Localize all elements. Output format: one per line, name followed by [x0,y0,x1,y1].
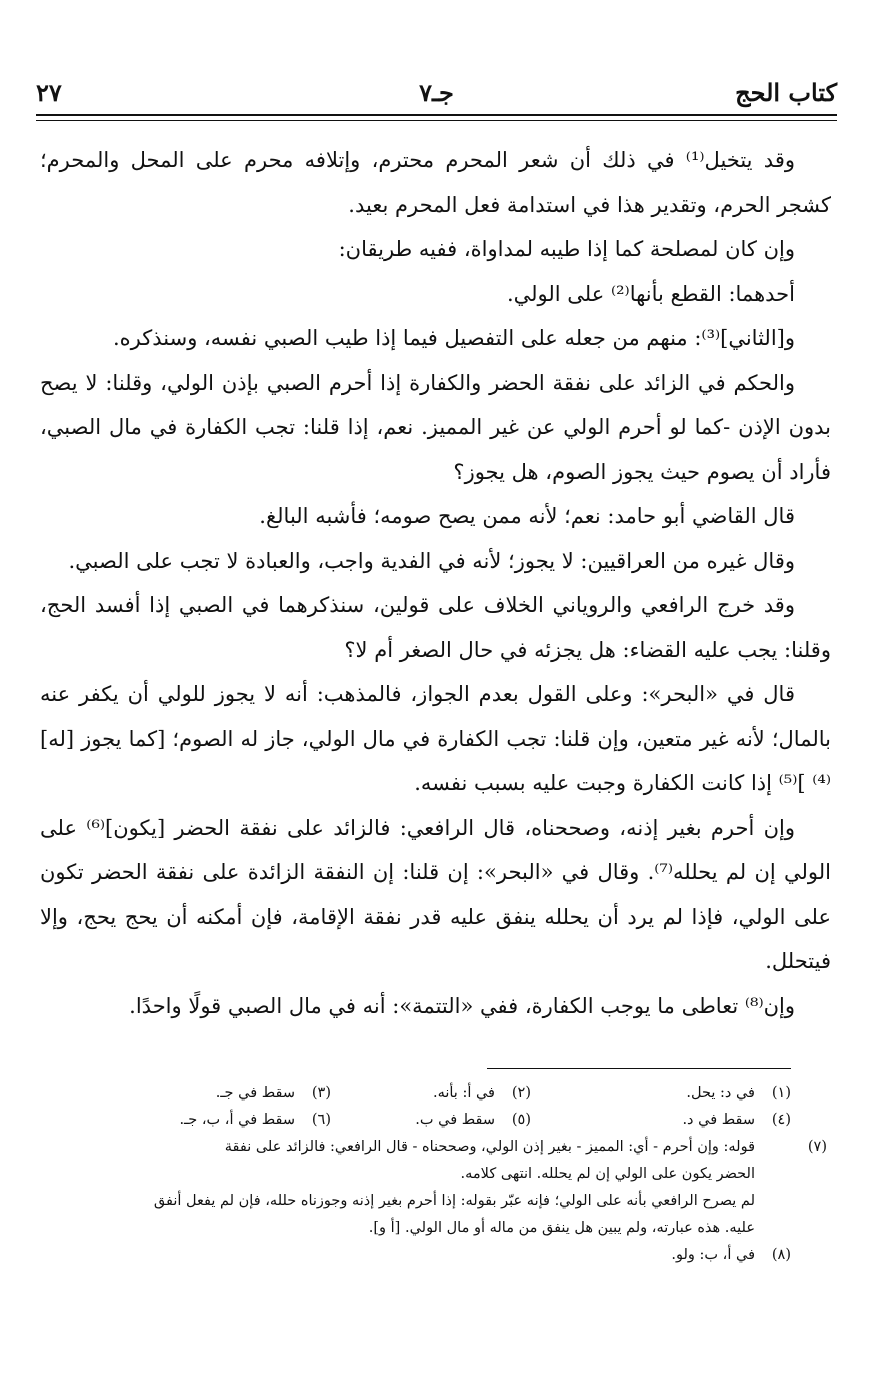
footnote-line: الحضر يكون على الولي إن لم يحلله. انتهى كلامه. [460,1166,755,1182]
footnote-rule [487,1068,791,1069]
footnote-2 [331,1080,531,1107]
footnote-1 [531,1080,791,1107]
footnote-number: (٦) [311,1112,331,1128]
header-rule-thick [36,114,837,116]
paragraph-3: أحدهما: القطع بأنها⁽²⁾ على الولي. [506,281,795,306]
footnote-text: في أ، ب: ولو. [671,1247,755,1263]
paragraph-5: والحكم في الزائد على نفقة الحضر والكفارة إذا أحرم الصبي بإذن الولي، وقلنا: لا يصح بدون الإذن -كما لو أحرم الولي عن غير المميز. نعم، إذا قلنا: تجب الكفارة في مال الصبي، فأراد أن يصوم حيث يجوز الصوم، هل يجوز؟ [40,370,831,484]
footnote-line: قوله: وإن أحرم - أي: المميز - بغير إذن الولي، وصححناه - قال الرافعي: فالزائد على نفقة [224,1139,755,1155]
footnote-5 [331,1107,531,1134]
paragraph-7: وقال غيره من العراقيين: لا يجوز؛ لأنه في الفدية واجب، والعبادة لا تجب على الصبي. [68,548,795,573]
footnote-8 [42,1242,791,1269]
footnote-line: عليه. هذه عبارته، ولم يبين هل ينفق من ماله أو مال الولي. [أ و]. [368,1220,755,1236]
volume-label: جـ٧ [419,78,454,107]
paragraph-1: وقد يتخيل⁽¹⁾ في ذلك أن شعر المحرم محترم، وإتلافه محرم على المحل والمحرم؛ كشجر الحرم، وتقدير هذا في استدامة فعل المحرم بعيد. [40,148,831,217]
footnote-text: سقط في د. [682,1112,755,1128]
paragraph-2: وإن كان لمصلحة كما إذا طيبه لمداواة، ففيه طريقان: [338,237,795,261]
header-rule-thin [36,120,837,121]
footnote-line: لم يصرح الرافعي بأنه على الولي؛ فإنه عبّر بقوله: إذا أحرم بغير إذنه وجوزناه حلله، فإن لم يفعل أنفق [153,1193,755,1209]
main-text [40,138,831,1028]
page-number: ٢٧ [36,78,62,107]
footnote-number: (٣) [311,1085,331,1101]
footnote-6 [179,1107,331,1134]
footnotes [42,1080,827,1269]
page-header [36,70,837,114]
footnote-text: في د: يحل. [686,1085,755,1101]
footnote-row [42,1080,791,1107]
footnote-7 [42,1134,827,1242]
footnote-number: (٧) [807,1139,827,1155]
footnote-text: في أ: بأنه. [432,1085,495,1101]
footnote-4 [531,1107,791,1134]
footnote-number: (١) [771,1085,791,1101]
footnote-3 [216,1080,331,1107]
footnote-number: (٨) [771,1247,791,1263]
footnote-text: سقط في جـ. [215,1085,295,1101]
paragraph-10: وإن أحرم بغير إذنه، وصححناه، قال الرافعي: فالزائد على نفقة الحضر [يكون]⁽⁶⁾ على الولي إن لم يحلله⁽⁷⁾. وقال في «البحر»: إن قلنا: إن النفقة الزائدة على نفقة الحضر تكون على الولي، فإذا لم يرد أن يحلله ينفق عليه قدر نفقة الإقامة، فإن أمكنه أن يحج يحج، وإلا فيتحلل. [40,815,831,973]
footnote-row [42,1107,791,1134]
footnote-text: سقط في أ، ب، جـ. [179,1112,295,1128]
book-title: كتاب الحج [735,78,837,107]
paragraph-6: قال القاضي أبو حامد: نعم؛ لأنه ممن يصح صومه؛ فأشبه البالغ. [259,504,795,528]
paragraph-9: قال في «البحر»: وعلى القول بعدم الجواز، فالمذهب: أنه لا يجوز للولي أن يكفر عنه بالمال؛ لأنه غير متعين، وإن قلنا: تجب الكفارة في مال الولي، جاز له الصوم؛ [كما يجوز [له]⁽⁴⁾ ]⁽⁵⁾ إذا كانت الكفارة وجبت عليه بسبب نفسه. [40,682,831,795]
paragraph-8: وقد خرج الرافعي والروياني الخلاف على قولين، سنذكرهما في الصبي إذا أفسد الحج، وقلنا: يجب عليه القضاء: هل يجزئه في حال الصغر أم لا؟ [40,593,831,662]
footnote-number: (٥) [511,1112,531,1128]
footnote-number: (٢) [511,1085,531,1101]
footnote-number: (٤) [771,1112,791,1128]
paragraph-4: و[الثاني]⁽³⁾: منهم من جعله على التفصيل فيما إذا طيب الصبي نفسه، وسنذكره. [112,326,795,350]
paragraph-11: وإن⁽⁸⁾ تعاطى ما يوجب الكفارة، ففي «التتمة»: أنه في مال الصبي قولًا واحدًا. [129,993,795,1018]
footnote-text: سقط في ب. [415,1112,495,1128]
